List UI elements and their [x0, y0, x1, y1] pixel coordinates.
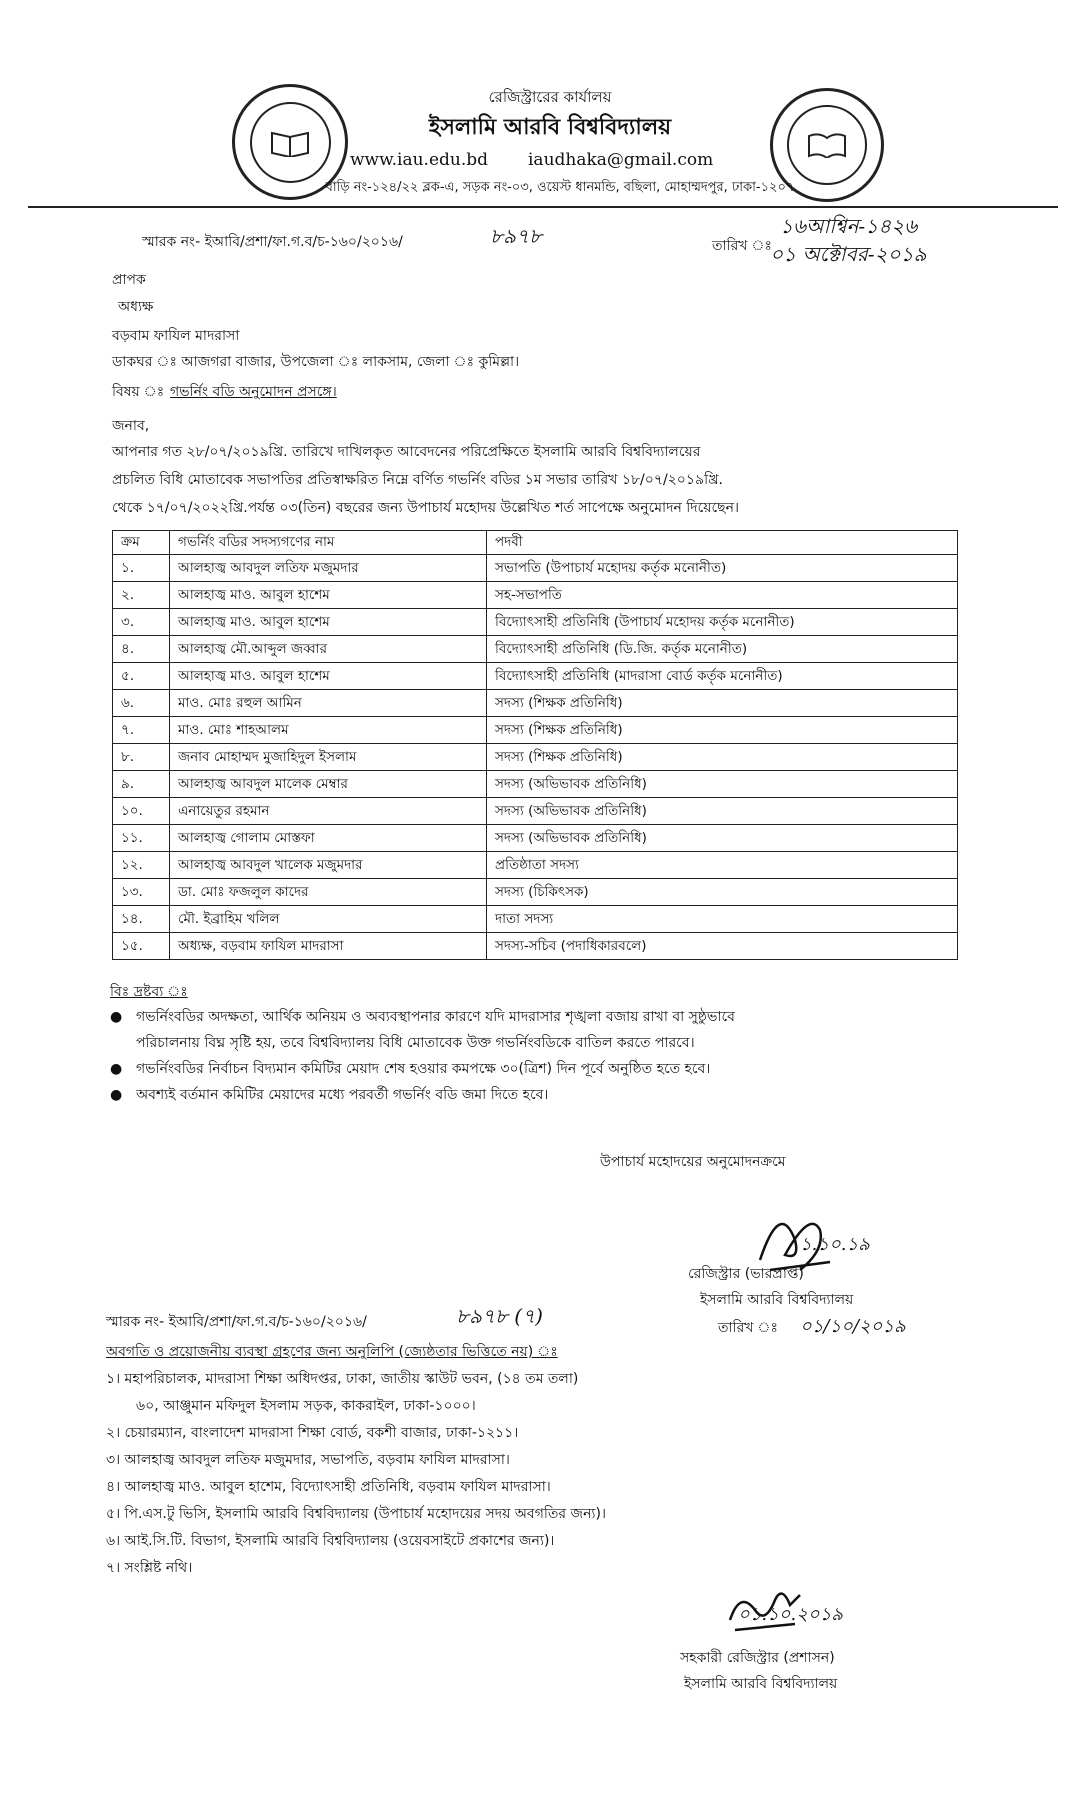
- book-emblem-icon: [250, 102, 331, 183]
- approval-text: উপাচার্য মহোদয়ের অনুমোদনক্রমে: [600, 1154, 786, 1170]
- member-name-cell: আলহাজ্ব আবদুল লতিফ মজুমদার: [170, 555, 487, 582]
- email-link[interactable]: iaudhaka@gmail.com: [528, 150, 714, 170]
- serial-cell: ৯.: [113, 771, 170, 798]
- list-item: [110, 1056, 970, 1082]
- list-item: ৬০, আঞ্জুমান মফিদুল ইসলাম সড়ক, কাকরাইল, ঢাকা-১০০০।: [136, 1398, 476, 1414]
- table-row: [113, 609, 958, 636]
- table-row: [113, 636, 958, 663]
- bullet-icon: ●: [110, 1009, 123, 1025]
- member-name-cell: ডা. মোঃ ফজলুল কাদের: [170, 879, 487, 906]
- signature1-org: ইসলামি আরবি বিশ্ববিদ্যালয়: [700, 1292, 854, 1308]
- note-text: পরিচালনায় বিঘ্ন সৃষ্টি হয়, তবে বিশ্ববিদ্যালয় বিধি মোতাবেক উক্ত গভর্নিংবডিকে বাতিল করতে পারবে।: [136, 1035, 695, 1051]
- serial-cell: ১৩.: [113, 879, 170, 906]
- university-address: বাড়ি নং-১২৪/২২ ব্লক-এ, সড়ক নং-০৩, ওয়েস্ট ধানমন্ডি, বছিলা, মোহাম্মদপুর, ঢাকা-১২০৭: [325, 180, 795, 195]
- table-row: [113, 879, 958, 906]
- designation-cell: দাতা সদস্য: [487, 906, 958, 933]
- designation-cell: বিদ্যোৎসাহী প্রতিনিধি (উপাচার্য মহোদয় কর্তৃক মনোনীত): [487, 609, 958, 636]
- salutation: জনাব,: [112, 418, 150, 434]
- designation-cell: সদস্য (অভিভাবক প্রতিনিধি): [487, 825, 958, 852]
- website-link[interactable]: www.iau.edu.bd: [350, 150, 489, 170]
- notes-list: [110, 1004, 970, 1108]
- table-row: [113, 582, 958, 609]
- serial-cell: ১.: [113, 555, 170, 582]
- member-name-cell: অধ্যক্ষ, বড়বাম ফাযিল মাদরাসা: [170, 933, 487, 960]
- designation-cell: সভাপতি (উপাচার্য মহোদয় কর্তৃক মনোনীত): [487, 555, 958, 582]
- copy-list: [106, 1366, 966, 1582]
- memo2-date-handwritten: ০১/১০/২০১৯: [800, 1316, 906, 1337]
- serial-cell: ২.: [113, 582, 170, 609]
- member-name-cell: মাও. মোঃ শাহআলম: [170, 717, 487, 744]
- serial-cell: ১৪.: [113, 906, 170, 933]
- table-row: [113, 555, 958, 582]
- table-row: [113, 663, 958, 690]
- signature2-date: ০১.১০.২০১৯: [738, 1604, 843, 1625]
- member-name-cell: আলহাজ্ব মৌ.আব্দুল জব্বার: [170, 636, 487, 663]
- designation-cell: সদস্য-সচিব (পদাধিকারবলে): [487, 933, 958, 960]
- header-serial: ক্রম: [113, 531, 170, 555]
- list-item: ৩। আলহাজ্ব আবদুল লতিফ মজুমদার, সভাপতি, বড়বাম ফাযিল মাদরাসা।: [106, 1452, 510, 1468]
- member-name-cell: আলহাজ্ব মাও. আবুল হাশেম: [170, 582, 487, 609]
- designation-cell: সদস্য (শিক্ষক প্রতিনিধি): [487, 717, 958, 744]
- member-name-cell: জনাব মোহাম্মদ মুজাহিদুল ইসলাম: [170, 744, 487, 771]
- table-row: [113, 744, 958, 771]
- memo-ref-handwritten: ৮৯৭৮: [490, 224, 542, 248]
- body-line-2: প্রচলিত বিধি মোতাবেক সভাপতির প্রতিস্বাক্ষরিত নিম্নে বর্ণিত গভর্নিং বডির ১ম সভার তারিখ ১৮/০৭/২০১৯খ্রি.: [112, 472, 723, 488]
- serial-cell: ৫.: [113, 663, 170, 690]
- designation-cell: সদস্য (শিক্ষক প্রতিনিধি): [487, 690, 958, 717]
- memo2-ref: স্মারক নং- ইআবি/প্রশা/ফা.গ.ব/চ-১৬০/২০১৬/: [106, 1314, 367, 1330]
- serial-cell: ১১.: [113, 825, 170, 852]
- member-name-cell: আলহাজ্ব আবদুল মালেক মেম্বার: [170, 771, 487, 798]
- table-row: [113, 798, 958, 825]
- list-item: ৭। সংশ্লিষ্ট নথি।: [106, 1560, 193, 1576]
- recipient-address: ডাকঘর ঃ আজগরা বাজার, উপজেলা ঃ লাকসাম, জেলা ঃ কুমিল্লা।: [112, 354, 520, 370]
- serial-cell: ৪.: [113, 636, 170, 663]
- list-item: ৪। আলহাজ্ব মাও. আবুল হাশেম, বিদ্যোৎসাহী প্রতিনিধি, বড়বাম ফাযিল মাদরাসা।: [106, 1479, 551, 1495]
- table-row: [113, 825, 958, 852]
- bullet-icon: ●: [110, 1061, 123, 1077]
- serial-cell: ৩.: [113, 609, 170, 636]
- body-line-1: আপনার গত ২৮/০৭/২০১৯খ্রি. তারিখে দাখিলকৃত আবেদনের পরিপ্রেক্ষিতে ইসলামি আরবি বিশ্ববিদ্যালয়ের: [112, 444, 701, 460]
- memo-date-label: তারিখ ঃ: [712, 238, 772, 254]
- recipient-institution: বড়বাম ফাযিল মাদরাসা: [112, 328, 240, 344]
- memo2-ref-handwritten: ৮৯৭৮ (৭): [456, 1304, 543, 1328]
- serial-cell: ৭.: [113, 717, 170, 744]
- list-item: ২। চেয়ারম্যান, বাংলাদেশ মাদরাসা শিক্ষা বোর্ড, বকশী বাজার, ঢাকা-১২১১।: [106, 1425, 519, 1441]
- designation-cell: সদস্য (শিক্ষক প্রতিনিধি): [487, 744, 958, 771]
- subject-text: গভর্নিং বডি অনুমোদন প্রসঙ্গে।: [170, 384, 337, 400]
- memo-date-english: ০১ অক্টোবর-২০১৯: [770, 242, 927, 266]
- serial-cell: ৮.: [113, 744, 170, 771]
- body-line-3: থেকে ১৭/০৭/২০২২খ্রি.পর্যন্ত ০৩(তিন) বছরের জন্য উপাচার্য মহোদয় উল্লেখিত শর্ত সাপেক্ষে অনুমোদন দিয়েছেন।: [112, 500, 739, 516]
- designation-cell: সহ-সভাপতি: [487, 582, 958, 609]
- table-row: [113, 906, 958, 933]
- designation-cell: সদস্য (অভিভাবক প্রতিনিধি): [487, 798, 958, 825]
- notes-label: বিঃ দ্রষ্টব্য ঃ: [110, 984, 188, 1000]
- memo-date-bangla: ১৬আশ্বিন-১৪২৬: [780, 214, 918, 238]
- open-book-icon: [787, 105, 867, 185]
- list-item: [110, 1082, 970, 1108]
- designation-cell: সদস্য (অভিভাবক প্রতিনিধি): [487, 771, 958, 798]
- memo2-date-label: তারিখ ঃ: [718, 1320, 778, 1336]
- serial-cell: ৬.: [113, 690, 170, 717]
- header-divider: [28, 206, 1058, 208]
- table-row: [113, 690, 958, 717]
- designation-cell: বিদ্যোৎসাহী প্রতিনিধি (ডি.জি. কর্তৃক মনোনীত): [487, 636, 958, 663]
- table-row: [113, 771, 958, 798]
- member-name-cell: আলহাজ্ব গোলাম মোস্তফা: [170, 825, 487, 852]
- list-item: ৫। পি.এস.টু ভিসি, ইসলামি আরবি বিশ্ববিদ্যালয় (উপাচার্য মহোদয়ের সদয় অবগতির জন্য)।: [106, 1506, 606, 1522]
- member-name-cell: আলহাজ্ব মাও. আবুল হাশেম: [170, 663, 487, 690]
- subject-label: বিষয় ঃ: [112, 384, 165, 400]
- member-name-cell: এনায়েতুর রহমান: [170, 798, 487, 825]
- note-text: গভর্নিংবডির নির্বাচন বিদ্যমান কমিটির মেয়াদ শেষ হওয়ার কমপক্ষে ৩০(ত্রিশ) দিন পূর্বে অনুষ্ঠিত হতে হবে।: [136, 1061, 711, 1077]
- table-header-row: [113, 531, 958, 555]
- serial-cell: ১০.: [113, 798, 170, 825]
- table-row: [113, 933, 958, 960]
- signature1-title: রেজিস্ট্রার (ভারপ্রাপ্ত): [688, 1266, 804, 1282]
- member-name-cell: আলহাজ্ব আবদুল খালেক মজুমদার: [170, 852, 487, 879]
- bullet-icon: ●: [110, 1087, 123, 1103]
- office-name: রেজিস্ট্রারের কার্যালয়: [488, 88, 612, 106]
- member-name-cell: মাও. মোঃ রহুল আমিন: [170, 690, 487, 717]
- recipient-title: অধ্যক্ষ: [118, 299, 154, 315]
- header-member-name: গভর্নিং বডির সদস্যগণের নাম: [170, 531, 487, 555]
- header-designation: পদবী: [487, 531, 958, 555]
- table-row: [113, 852, 958, 879]
- table-row: [113, 717, 958, 744]
- memo-ref: স্মারক নং- ইআবি/প্রশা/ফা.গ.ব/চ-১৬০/২০১৬/: [142, 234, 403, 250]
- serial-cell: ১২.: [113, 852, 170, 879]
- signature2-org: ইসলামি আরবি বিশ্ববিদ্যালয়: [684, 1676, 838, 1692]
- note-text: অবশ্যই বর্তমান কমিটির মেয়াদের মধ্যে পরবর্তী গভর্নিং বডি জমা দিতে হবে।: [136, 1087, 549, 1103]
- list-item: [110, 1004, 970, 1030]
- list-item: ১। মহাপরিচালক, মাদরাসা শিক্ষা অধিদপ্তর, ঢাকা, জাতীয় স্কাউট ভবন, (১৪ তম তলা): [106, 1371, 579, 1387]
- governing-body-table: [112, 530, 958, 960]
- serial-cell: ১৫.: [113, 933, 170, 960]
- list-item: ৬। আই.সি.টি. বিভাগ, ইসলামি আরবি বিশ্ববিদ্যালয় (ওয়েবসাইটে প্রকাশের জন্য)।: [106, 1533, 555, 1549]
- signature1-date: ১.১০.১৯: [800, 1234, 870, 1255]
- signature2-title: সহকারী রেজিস্ট্রার (প্রশাসন): [680, 1650, 835, 1666]
- member-name-cell: আলহাজ্ব মাও. আবুল হাশেম: [170, 609, 487, 636]
- designation-cell: সদস্য (চিকিৎসক): [487, 879, 958, 906]
- copy-heading: অবগতি ও প্রয়োজনীয় ব্যবস্থা গ্রহণের জন্য অনুলিপি (জ্যেষ্ঠতার ভিত্তিতে নয়) ঃ: [106, 1344, 558, 1360]
- university-name: ইসলামি আরবি বিশ্ববিদ্যালয়: [428, 115, 672, 140]
- designation-cell: প্রতিষ্ঠাতা সদস্য: [487, 852, 958, 879]
- member-name-cell: মৌ. ইব্রাহিম খলিল: [170, 906, 487, 933]
- note-text: গভর্নিংবডির অদক্ষতা, আর্থিক অনিয়ম ও অব্যবস্থাপনার কারণে যদি মাদরাসার শৃঙ্খলা বজায় রাখা বা সুষ্ঠুভাবে: [136, 1009, 735, 1025]
- list-item: [110, 1030, 970, 1056]
- designation-cell: বিদ্যোৎসাহী প্রতিনিধি (মাদরাসা বোর্ড কর্তৃক মনোনীত): [487, 663, 958, 690]
- recipient-to: প্রাপক: [112, 272, 146, 288]
